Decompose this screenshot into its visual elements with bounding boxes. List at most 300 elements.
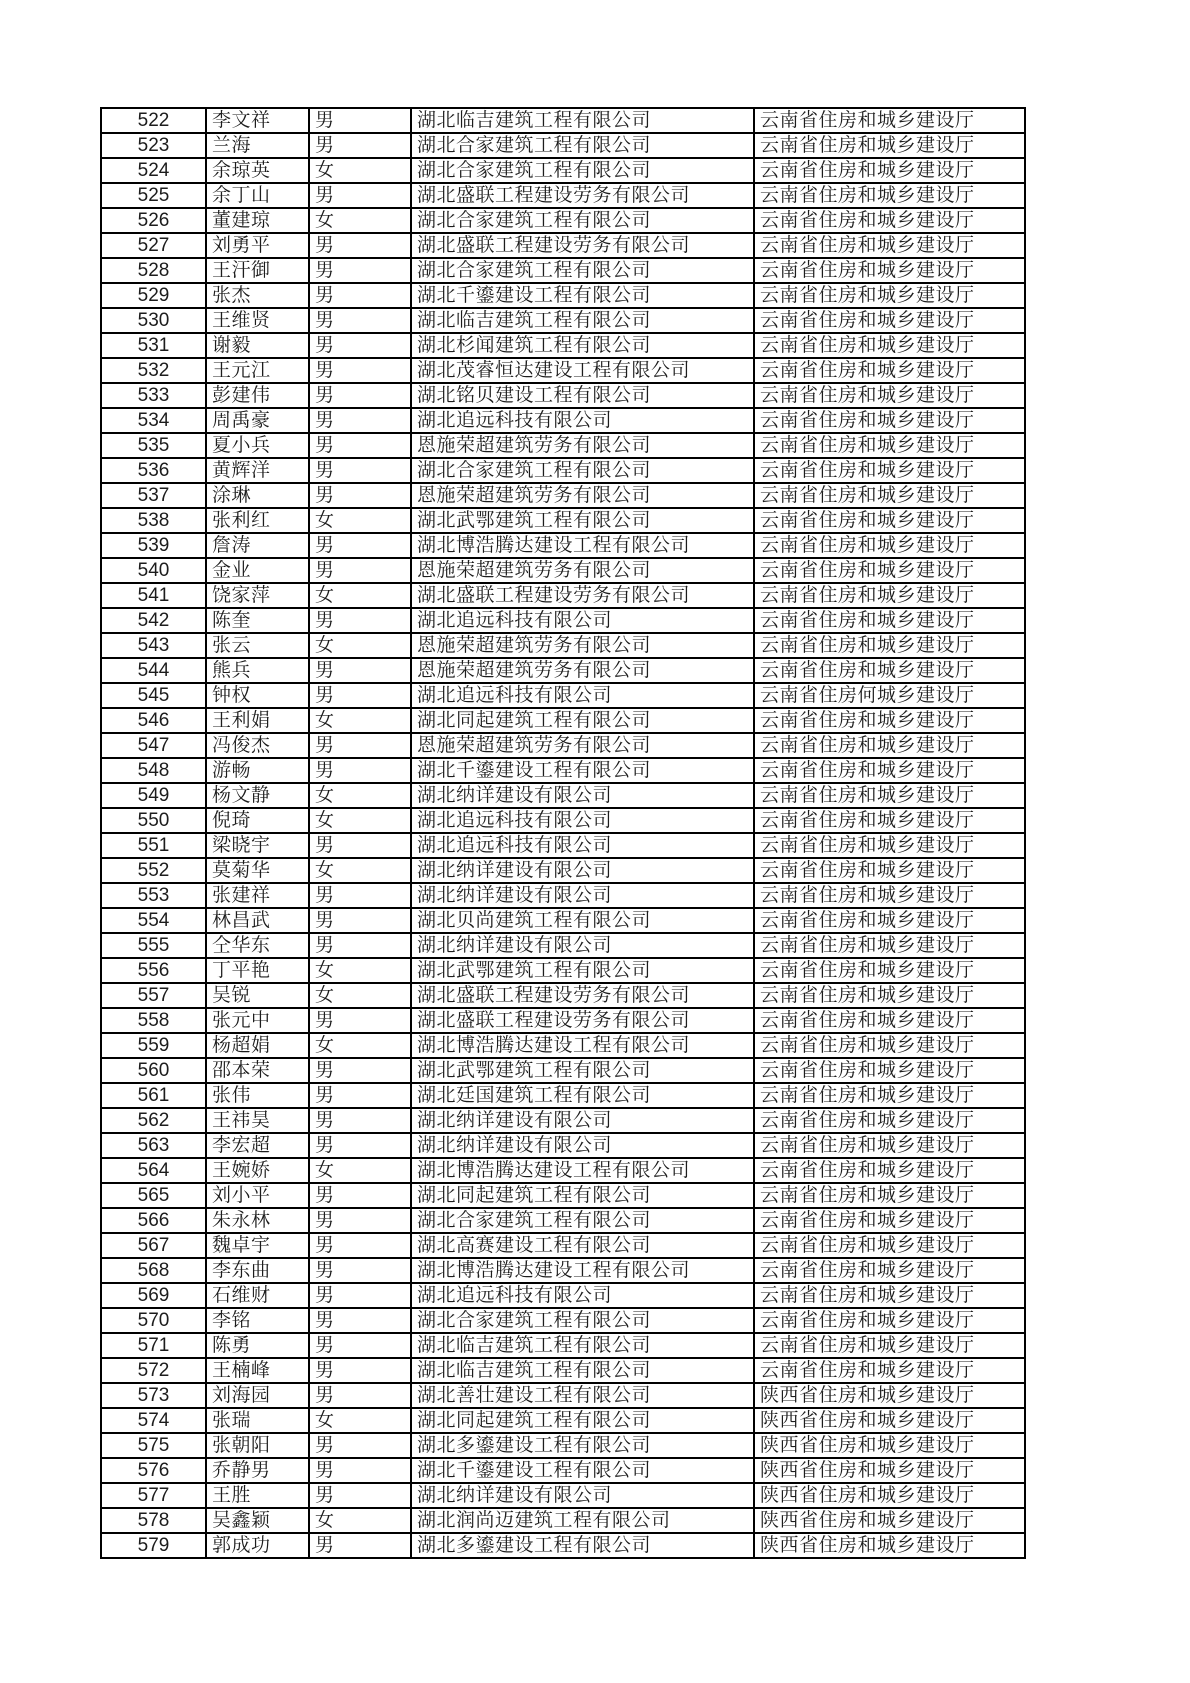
table-row: [101, 608, 1025, 633]
gender-cell: 男: [309, 1008, 411, 1033]
person-name-cell: 丁平艳: [206, 958, 309, 983]
person-name-cell: 倪琦: [206, 808, 309, 833]
serial-number-cell: 540: [101, 558, 206, 583]
person-name-cell: 郭成功: [206, 1533, 309, 1558]
department-name-cell: 云南省住房和城乡建设厅: [754, 1033, 1025, 1058]
serial-number-cell: 573: [101, 1383, 206, 1408]
company-name-cell: 湖北杉闻建筑工程有限公司: [411, 333, 754, 358]
company-name-cell: 湖北追远科技有限公司: [411, 608, 754, 633]
department-name-cell: 陕西省住房和城乡建设厅: [754, 1408, 1025, 1433]
person-name-cell: 张杰: [206, 283, 309, 308]
gender-cell: 男: [309, 183, 411, 208]
person-name-cell: 王维贤: [206, 308, 309, 333]
serial-number-cell: 551: [101, 833, 206, 858]
company-name-cell: 湖北临吉建筑工程有限公司: [411, 108, 754, 133]
table-row: [101, 1208, 1025, 1233]
department-name-cell: 云南省住房和城乡建设厅: [754, 533, 1025, 558]
department-name-cell: 陕西省住房和城乡建设厅: [754, 1533, 1025, 1558]
serial-number-cell: 578: [101, 1508, 206, 1533]
company-name-cell: 湖北同起建筑工程有限公司: [411, 708, 754, 733]
department-name-cell: 云南省住房和城乡建设厅: [754, 858, 1025, 883]
person-name-cell: 饶家萍: [206, 583, 309, 608]
department-name-cell: 云南省住房和城乡建设厅: [754, 933, 1025, 958]
department-name-cell: 云南省住房和城乡建设厅: [754, 1258, 1025, 1283]
serial-number-cell: 566: [101, 1208, 206, 1233]
table-row: [101, 783, 1025, 808]
gender-cell: 男: [309, 608, 411, 633]
serial-number-cell: 555: [101, 933, 206, 958]
serial-number-cell: 548: [101, 758, 206, 783]
department-name-cell: 云南省住房和城乡建设厅: [754, 333, 1025, 358]
serial-number-cell: 576: [101, 1458, 206, 1483]
company-name-cell: 湖北同起建筑工程有限公司: [411, 1183, 754, 1208]
department-name-cell: 云南省住房和城乡建设厅: [754, 1283, 1025, 1308]
person-name-cell: 金业: [206, 558, 309, 583]
department-name-cell: 云南省住房和城乡建设厅: [754, 408, 1025, 433]
person-name-cell: 董建琼: [206, 208, 309, 233]
person-name-cell: 兰海: [206, 133, 309, 158]
gender-cell: 男: [309, 1208, 411, 1233]
table-row: [101, 1433, 1025, 1458]
company-name-cell: 湖北善壮建设工程有限公司: [411, 1383, 754, 1408]
company-name-cell: 湖北武鄂建筑工程有限公司: [411, 1058, 754, 1083]
company-name-cell: 湖北茂睿恒达建设工程有限公司: [411, 358, 754, 383]
table-row: [101, 283, 1025, 308]
department-name-cell: 云南省住房和城乡建设厅: [754, 633, 1025, 658]
gender-cell: 男: [309, 658, 411, 683]
company-name-cell: 湖北盛联工程建设劳务有限公司: [411, 1008, 754, 1033]
company-name-cell: 湖北合家建筑工程有限公司: [411, 158, 754, 183]
person-name-cell: 杨文静: [206, 783, 309, 808]
gender-cell: 女: [309, 958, 411, 983]
department-name-cell: 云南省住房和城乡建设厅: [754, 583, 1025, 608]
company-name-cell: 湖北多鎏建设工程有限公司: [411, 1433, 754, 1458]
company-name-cell: 湖北千鎏建设工程有限公司: [411, 1458, 754, 1483]
company-name-cell: 湖北纳详建设有限公司: [411, 1483, 754, 1508]
gender-cell: 男: [309, 1183, 411, 1208]
gender-cell: 女: [309, 1408, 411, 1433]
company-name-cell: 湖北盛联工程建设劳务有限公司: [411, 583, 754, 608]
department-name-cell: 云南省住房和城乡建设厅: [754, 133, 1025, 158]
department-name-cell: 云南省住房和城乡建设厅: [754, 1108, 1025, 1133]
serial-number-cell: 534: [101, 408, 206, 433]
gender-cell: 男: [309, 1533, 411, 1558]
table-row: [101, 1508, 1025, 1533]
person-name-cell: 夏小兵: [206, 433, 309, 458]
table-row: [101, 708, 1025, 733]
gender-cell: 男: [309, 283, 411, 308]
table-row: [101, 1033, 1025, 1058]
serial-number-cell: 532: [101, 358, 206, 383]
serial-number-cell: 568: [101, 1258, 206, 1283]
person-name-cell: 黄辉洋: [206, 458, 309, 483]
table-row: [101, 733, 1025, 758]
table-row: [101, 983, 1025, 1008]
table-row: [101, 1233, 1025, 1258]
company-name-cell: 湖北合家建筑工程有限公司: [411, 1308, 754, 1333]
department-name-cell: 陕西省住房和城乡建设厅: [754, 1508, 1025, 1533]
serial-number-cell: 533: [101, 383, 206, 408]
table-row: [101, 308, 1025, 333]
department-name-cell: 云南省住房和城乡建设厅: [754, 108, 1025, 133]
table-row: [101, 858, 1025, 883]
department-name-cell: 云南省住房和城乡建设厅: [754, 1158, 1025, 1183]
serial-number-cell: 531: [101, 333, 206, 358]
person-name-cell: 林昌武: [206, 908, 309, 933]
gender-cell: 男: [309, 733, 411, 758]
company-name-cell: 恩施荣超建筑劳务有限公司: [411, 558, 754, 583]
gender-cell: 男: [309, 358, 411, 383]
department-name-cell: 陕西省住房和城乡建设厅: [754, 1433, 1025, 1458]
serial-number-cell: 547: [101, 733, 206, 758]
person-name-cell: 陈奎: [206, 608, 309, 633]
gender-cell: 男: [309, 1333, 411, 1358]
gender-cell: 女: [309, 858, 411, 883]
table-row: [101, 958, 1025, 983]
department-name-cell: 云南省住房和城乡建设厅: [754, 908, 1025, 933]
company-name-cell: 湖北博浩腾达建设工程有限公司: [411, 1258, 754, 1283]
person-name-cell: 谢毅: [206, 333, 309, 358]
table-row: [101, 433, 1025, 458]
serial-number-cell: 537: [101, 483, 206, 508]
department-name-cell: 云南省住房和城乡建设厅: [754, 658, 1025, 683]
gender-cell: 男: [309, 1483, 411, 1508]
serial-number-cell: 556: [101, 958, 206, 983]
table-row: [101, 933, 1025, 958]
person-name-cell: 周禹豪: [206, 408, 309, 433]
company-name-cell: 湖北廷国建筑工程有限公司: [411, 1083, 754, 1108]
table-row: [101, 1258, 1025, 1283]
serial-number-cell: 527: [101, 233, 206, 258]
company-name-cell: 湖北临吉建筑工程有限公司: [411, 1333, 754, 1358]
person-name-cell: 朱永林: [206, 1208, 309, 1233]
person-name-cell: 邵本荣: [206, 1058, 309, 1083]
department-name-cell: 云南省住房和城乡建设厅: [754, 483, 1025, 508]
person-name-cell: 莫菊华: [206, 858, 309, 883]
table-row: [101, 1458, 1025, 1483]
department-name-cell: 云南省住房和城乡建设厅: [754, 1133, 1025, 1158]
gender-cell: 女: [309, 1508, 411, 1533]
department-name-cell: 云南省住房和城乡建设厅: [754, 233, 1025, 258]
company-name-cell: 湖北纳详建设有限公司: [411, 858, 754, 883]
table-row: [101, 1483, 1025, 1508]
company-name-cell: 湖北盛联工程建设劳务有限公司: [411, 233, 754, 258]
serial-number-cell: 526: [101, 208, 206, 233]
serial-number-cell: 525: [101, 183, 206, 208]
table-row: [101, 683, 1025, 708]
table-row: [101, 558, 1025, 583]
serial-number-cell: 544: [101, 658, 206, 683]
department-name-cell: 云南省住房和城乡建设厅: [754, 1083, 1025, 1108]
company-name-cell: 湖北千鎏建设工程有限公司: [411, 283, 754, 308]
serial-number-cell: 536: [101, 458, 206, 483]
department-name-cell: 云南省住房和城乡建设厅: [754, 158, 1025, 183]
department-name-cell: 云南省住房和城乡建设厅: [754, 833, 1025, 858]
serial-number-cell: 550: [101, 808, 206, 833]
company-name-cell: 湖北纳详建设有限公司: [411, 783, 754, 808]
serial-number-cell: 570: [101, 1308, 206, 1333]
table-row: [101, 1108, 1025, 1133]
department-name-cell: 云南省住房和城乡建设厅: [754, 758, 1025, 783]
table-row: [101, 1308, 1025, 1333]
company-name-cell: 湖北博浩腾达建设工程有限公司: [411, 533, 754, 558]
company-name-cell: 恩施荣超建筑劳务有限公司: [411, 733, 754, 758]
gender-cell: 女: [309, 1158, 411, 1183]
company-name-cell: 湖北合家建筑工程有限公司: [411, 1208, 754, 1233]
department-name-cell: 云南省住房和城乡建设厅: [754, 1058, 1025, 1083]
gender-cell: 女: [309, 983, 411, 1008]
serial-number-cell: 560: [101, 1058, 206, 1083]
table-row: [101, 1008, 1025, 1033]
gender-cell: 男: [309, 1058, 411, 1083]
company-name-cell: 湖北合家建筑工程有限公司: [411, 208, 754, 233]
table-row: [101, 1058, 1025, 1083]
serial-number-cell: 569: [101, 1283, 206, 1308]
person-name-cell: 乔静男: [206, 1458, 309, 1483]
table-row: [101, 1383, 1025, 1408]
gender-cell: 男: [309, 1258, 411, 1283]
serial-number-cell: 558: [101, 1008, 206, 1033]
table-row: [101, 258, 1025, 283]
serial-number-cell: 530: [101, 308, 206, 333]
person-name-cell: 张伟: [206, 1083, 309, 1108]
person-name-cell: 王祎昊: [206, 1108, 309, 1133]
person-name-cell: 陈勇: [206, 1333, 309, 1358]
company-name-cell: 湖北合家建筑工程有限公司: [411, 133, 754, 158]
serial-number-cell: 552: [101, 858, 206, 883]
department-name-cell: 云南省住房和城乡建设厅: [754, 708, 1025, 733]
person-name-cell: 冯俊杰: [206, 733, 309, 758]
gender-cell: 男: [309, 1083, 411, 1108]
serial-number-cell: 543: [101, 633, 206, 658]
table-row: [101, 458, 1025, 483]
table-row: [101, 1333, 1025, 1358]
department-name-cell: 云南省住房和城乡建设厅: [754, 733, 1025, 758]
company-name-cell: 湖北临吉建筑工程有限公司: [411, 1358, 754, 1383]
company-name-cell: 湖北盛联工程建设劳务有限公司: [411, 983, 754, 1008]
gender-cell: 男: [309, 883, 411, 908]
table-row: [101, 1183, 1025, 1208]
department-name-cell: 云南省住房和城乡建设厅: [754, 208, 1025, 233]
person-name-cell: 王元江: [206, 358, 309, 383]
gender-cell: 女: [309, 708, 411, 733]
table-row: [101, 808, 1025, 833]
table-row: [101, 633, 1025, 658]
person-name-cell: 梁晓宇: [206, 833, 309, 858]
table-row: [101, 133, 1025, 158]
person-name-cell: 游畅: [206, 758, 309, 783]
serial-number-cell: 567: [101, 1233, 206, 1258]
company-name-cell: 湖北纳详建设有限公司: [411, 883, 754, 908]
person-name-cell: 王婉娇: [206, 1158, 309, 1183]
person-name-cell: 魏卓宇: [206, 1233, 309, 1258]
gender-cell: 男: [309, 1383, 411, 1408]
company-name-cell: 湖北铭贝建设工程有限公司: [411, 383, 754, 408]
serial-number-cell: 572: [101, 1358, 206, 1383]
person-name-cell: 张元中: [206, 1008, 309, 1033]
company-name-cell: 湖北武鄂建筑工程有限公司: [411, 508, 754, 533]
company-name-cell: 恩施荣超建筑劳务有限公司: [411, 633, 754, 658]
person-name-cell: 王汗御: [206, 258, 309, 283]
table-row: [101, 208, 1025, 233]
company-name-cell: 湖北追远科技有限公司: [411, 808, 754, 833]
company-name-cell: 恩施荣超建筑劳务有限公司: [411, 658, 754, 683]
gender-cell: 女: [309, 783, 411, 808]
serial-number-cell: 561: [101, 1083, 206, 1108]
serial-number-cell: 575: [101, 1433, 206, 1458]
department-name-cell: 云南省住房和城乡建设厅: [754, 508, 1025, 533]
serial-number-cell: 571: [101, 1333, 206, 1358]
department-name-cell: 云南省住房和城乡建设厅: [754, 808, 1025, 833]
gender-cell: 男: [309, 233, 411, 258]
department-name-cell: 云南省住房和城乡建设厅: [754, 283, 1025, 308]
gender-cell: 女: [309, 583, 411, 608]
table-row: [101, 533, 1025, 558]
department-name-cell: 云南省住房和城乡建设厅: [754, 183, 1025, 208]
serial-number-cell: 541: [101, 583, 206, 608]
gender-cell: 女: [309, 1033, 411, 1058]
department-name-cell: 云南省住房和城乡建设厅: [754, 308, 1025, 333]
department-name-cell: 云南省住房和城乡建设厅: [754, 458, 1025, 483]
department-name-cell: 云南省住房和城乡建设厅: [754, 558, 1025, 583]
serial-number-cell: 523: [101, 133, 206, 158]
gender-cell: 男: [309, 683, 411, 708]
gender-cell: 男: [309, 1283, 411, 1308]
gender-cell: 女: [309, 808, 411, 833]
serial-number-cell: 557: [101, 983, 206, 1008]
table-row: [101, 508, 1025, 533]
table-row: [101, 1533, 1025, 1558]
serial-number-cell: 539: [101, 533, 206, 558]
person-name-cell: 王利娟: [206, 708, 309, 733]
person-name-cell: 涂琳: [206, 483, 309, 508]
person-name-cell: 熊兵: [206, 658, 309, 683]
serial-number-cell: 562: [101, 1108, 206, 1133]
person-name-cell: 刘海园: [206, 1383, 309, 1408]
gender-cell: 男: [309, 383, 411, 408]
gender-cell: 男: [309, 933, 411, 958]
table-row: [101, 758, 1025, 783]
serial-number-cell: 564: [101, 1158, 206, 1183]
gender-cell: 男: [309, 258, 411, 283]
person-name-cell: 张利红: [206, 508, 309, 533]
company-name-cell: 湖北纳详建设有限公司: [411, 1133, 754, 1158]
gender-cell: 男: [309, 433, 411, 458]
serial-number-cell: 553: [101, 883, 206, 908]
person-name-cell: 刘勇平: [206, 233, 309, 258]
gender-cell: 男: [309, 408, 411, 433]
person-name-cell: 张云: [206, 633, 309, 658]
person-name-cell: 吴鑫颖: [206, 1508, 309, 1533]
gender-cell: 男: [309, 558, 411, 583]
person-name-cell: 张建祥: [206, 883, 309, 908]
department-name-cell: 云南省住房和城乡建设厅: [754, 608, 1025, 633]
table-row: [101, 1158, 1025, 1183]
company-name-cell: 湖北合家建筑工程有限公司: [411, 458, 754, 483]
department-name-cell: 云南省住房和城乡建设厅: [754, 1208, 1025, 1233]
department-name-cell: 云南省住房何城乡建设厅: [754, 683, 1025, 708]
company-name-cell: 湖北润尚迈建筑工程有限公司: [411, 1508, 754, 1533]
company-name-cell: 湖北临吉建筑工程有限公司: [411, 308, 754, 333]
person-name-cell: 李宏超: [206, 1133, 309, 1158]
gender-cell: 男: [309, 1308, 411, 1333]
department-name-cell: 陕西省住房和城乡建设厅: [754, 1483, 1025, 1508]
serial-number-cell: 577: [101, 1483, 206, 1508]
company-name-cell: 湖北贝尚建筑工程有限公司: [411, 908, 754, 933]
company-name-cell: 湖北纳详建设有限公司: [411, 933, 754, 958]
person-name-cell: 李东曲: [206, 1258, 309, 1283]
company-name-cell: 湖北追远科技有限公司: [411, 1283, 754, 1308]
gender-cell: 男: [309, 483, 411, 508]
department-name-cell: 云南省住房和城乡建设厅: [754, 358, 1025, 383]
gender-cell: 男: [309, 1433, 411, 1458]
person-name-cell: 余丁山: [206, 183, 309, 208]
department-name-cell: 云南省住房和城乡建设厅: [754, 1358, 1025, 1383]
serial-number-cell: 522: [101, 108, 206, 133]
serial-number-cell: 546: [101, 708, 206, 733]
serial-number-cell: 535: [101, 433, 206, 458]
gender-cell: 男: [309, 308, 411, 333]
gender-cell: 男: [309, 908, 411, 933]
table-row: [101, 658, 1025, 683]
table-row: [101, 358, 1025, 383]
table-row: [101, 108, 1025, 133]
person-name-cell: 余琼英: [206, 158, 309, 183]
person-name-cell: 李文祥: [206, 108, 309, 133]
department-name-cell: 云南省住房和城乡建设厅: [754, 783, 1025, 808]
company-name-cell: 湖北武鄂建筑工程有限公司: [411, 958, 754, 983]
gender-cell: 男: [309, 1358, 411, 1383]
serial-number-cell: 579: [101, 1533, 206, 1558]
gender-cell: 男: [309, 1133, 411, 1158]
serial-number-cell: 529: [101, 283, 206, 308]
gender-cell: 女: [309, 208, 411, 233]
gender-cell: 女: [309, 508, 411, 533]
person-name-cell: 王胜: [206, 1483, 309, 1508]
gender-cell: 男: [309, 1108, 411, 1133]
table-row: [101, 408, 1025, 433]
department-name-cell: 云南省住房和城乡建设厅: [754, 383, 1025, 408]
company-name-cell: 恩施荣超建筑劳务有限公司: [411, 483, 754, 508]
gender-cell: 男: [309, 133, 411, 158]
serial-number-cell: 538: [101, 508, 206, 533]
gender-cell: 男: [309, 1233, 411, 1258]
company-name-cell: 湖北千鎏建设工程有限公司: [411, 758, 754, 783]
company-name-cell: 湖北盛联工程建设劳务有限公司: [411, 183, 754, 208]
table-row: [101, 583, 1025, 608]
department-name-cell: 云南省住房和城乡建设厅: [754, 1233, 1025, 1258]
company-name-cell: 湖北高赛建设工程有限公司: [411, 1233, 754, 1258]
gender-cell: 女: [309, 158, 411, 183]
company-name-cell: 湖北合家建筑工程有限公司: [411, 258, 754, 283]
person-name-cell: 李铭: [206, 1308, 309, 1333]
gender-cell: 女: [309, 633, 411, 658]
department-name-cell: 云南省住房和城乡建设厅: [754, 883, 1025, 908]
company-name-cell: 恩施荣超建筑劳务有限公司: [411, 433, 754, 458]
person-name-cell: 刘小平: [206, 1183, 309, 1208]
company-name-cell: 湖北多鎏建设工程有限公司: [411, 1533, 754, 1558]
table-row: [101, 1358, 1025, 1383]
roster-table-body: [101, 108, 1025, 1558]
table-row: [101, 1283, 1025, 1308]
person-name-cell: 吴锐: [206, 983, 309, 1008]
person-name-cell: 石维财: [206, 1283, 309, 1308]
department-name-cell: 陕西省住房和城乡建设厅: [754, 1383, 1025, 1408]
serial-number-cell: 554: [101, 908, 206, 933]
company-name-cell: 湖北博浩腾达建设工程有限公司: [411, 1033, 754, 1058]
serial-number-cell: 563: [101, 1133, 206, 1158]
serial-number-cell: 549: [101, 783, 206, 808]
